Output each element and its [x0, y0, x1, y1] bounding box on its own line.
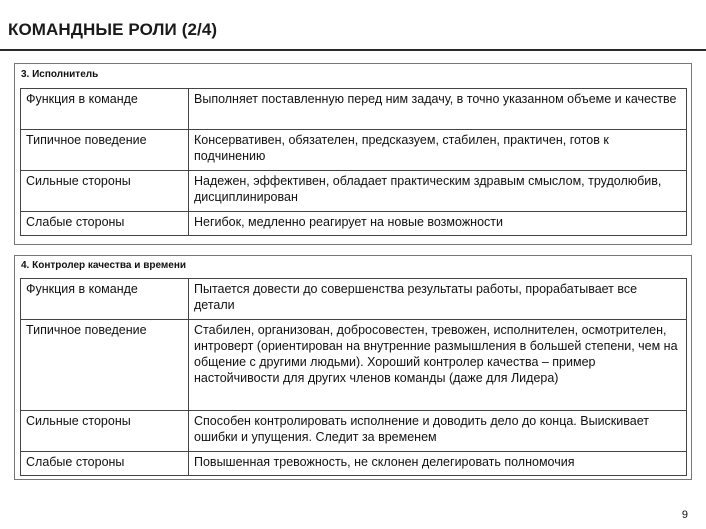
row-key: Функция в команде [21, 279, 189, 320]
page-number: 9 [681, 509, 688, 521]
table-row [21, 89, 687, 130]
section-quality-controller [14, 255, 692, 480]
table-row [21, 320, 687, 411]
section-label-quality-controller: 4. Контролер качества и времени [21, 260, 187, 271]
table-row [21, 212, 687, 236]
page-title: КОМАНДНЫЕ РОЛИ (2/4) [8, 20, 218, 39]
title-divider [0, 49, 706, 51]
row-key: Сильные стороны [21, 171, 189, 212]
table-row [21, 279, 687, 320]
row-value: Выполняет поставленную перед ним задачу, в точно указанном объеме и качестве [189, 89, 687, 130]
table-row [21, 411, 687, 452]
table-row [21, 171, 687, 212]
row-key: Типичное поведение [21, 320, 189, 411]
row-value: Надежен, эффективен, обладает практическим здравым смыслом, трудолюбив, дисциплинирован [189, 171, 687, 212]
row-key: Слабые стороны [21, 452, 189, 476]
row-key: Функция в команде [21, 89, 189, 130]
row-value: Пытается довести до совершенства результаты работы, прорабатывает все детали [189, 279, 687, 320]
row-value: Консервативен, обязателен, предсказуем, стабилен, практичен, готов к подчинению [189, 130, 687, 171]
section-executor [14, 63, 692, 245]
executor-table [20, 88, 687, 236]
row-key: Типичное поведение [21, 130, 189, 171]
row-value: Способен контролировать исполнение и доводить дело до конца. Выискивает ошибки и упущения. Следит за временем [189, 411, 687, 452]
quality-controller-table [20, 278, 687, 476]
table-row [21, 452, 687, 476]
row-value: Повышенная тревожность, не склонен делегировать полномочия [189, 452, 687, 476]
row-key: Слабые стороны [21, 212, 189, 236]
row-value: Стабилен, организован, добросовестен, тревожен, исполнителен, осмотрителен, интроверт (ориентирован на внутренние размышления в большей степени, чем на общение с другими людьми). Хороший контролер качества – пример настойчивости для других членов команды (даже для Лидера) [189, 320, 687, 411]
section-label-executor: 3. Исполнитель [21, 69, 99, 80]
table-row [21, 130, 687, 171]
row-key: Сильные стороны [21, 411, 189, 452]
row-value: Негибок, медленно реагирует на новые возможности [189, 212, 687, 236]
